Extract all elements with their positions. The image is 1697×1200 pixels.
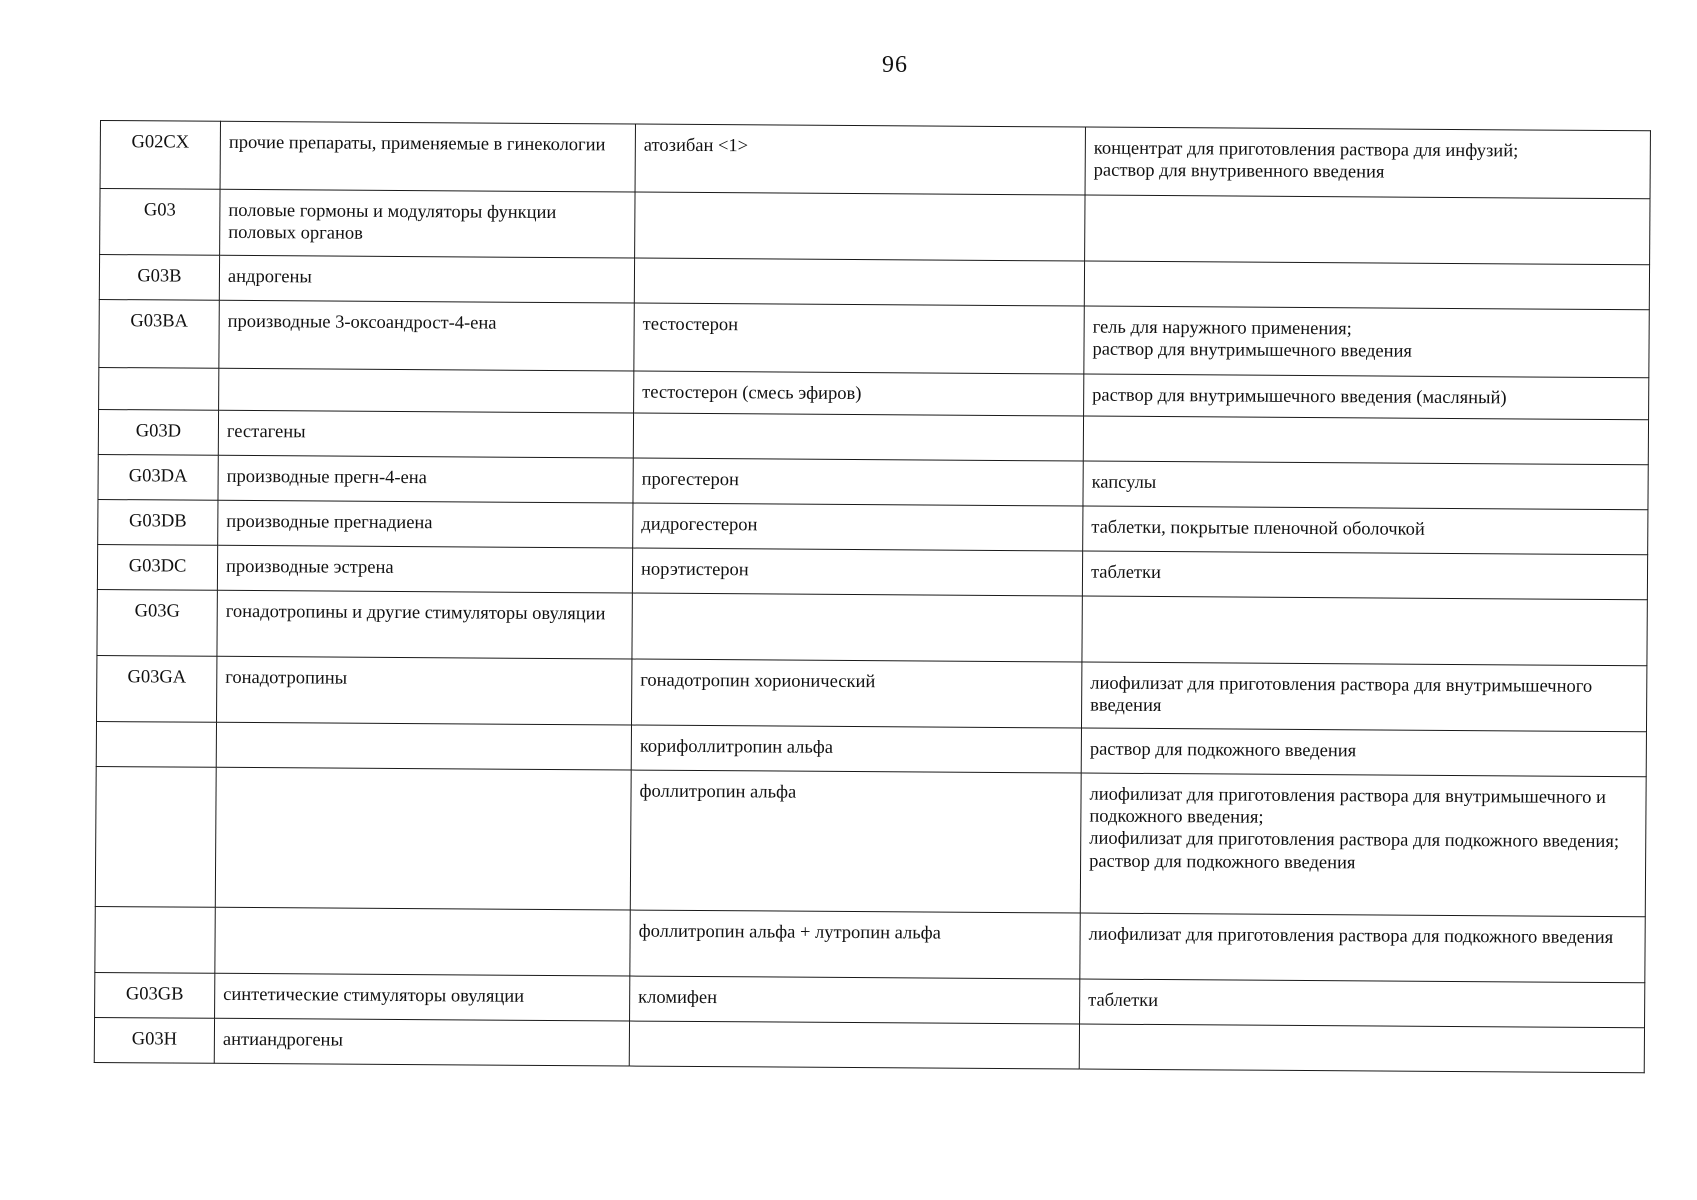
anatomical-therapeutic-group-cell [215,767,631,910]
anatomical-therapeutic-group-cell: производные 3-оксоандрост-4-ена [219,300,634,371]
drug-name-cell: кломифен [630,976,1080,1024]
atc-code-cell: G03DA [98,454,218,500]
drug-name-cell: гонадотропин хорионический [631,659,1081,728]
dosage-form-cell [1083,506,1648,555]
atc-code-cell [96,721,216,767]
atc-code-cell: G03G [97,589,217,656]
table-row [97,589,1647,665]
atc-code-cell [99,367,219,410]
dosage-form-cell [1085,195,1650,265]
dosage-form-cell [1082,551,1647,600]
dosage-form-cell [1081,728,1646,777]
dosage-form-cell [1080,773,1646,917]
dosage-form-line: концентрат для приготовления раствора для инфузий; [1093,138,1519,162]
atc-code-cell [95,906,215,973]
drug-classification-table [94,120,1651,1073]
atc-code-cell: G03D [98,409,218,455]
anatomical-therapeutic-group-cell: гестагены [218,410,633,458]
dosage-form-line: капсулы [1091,472,1157,494]
anatomical-therapeutic-group-cell: андрогены [219,255,634,303]
atc-code-cell: G03GA [97,655,217,722]
dosage-form-cell [1080,979,1645,1028]
dosage-form-line: гель для наружного применения; [1092,317,1352,340]
drug-name-cell: тестостерон (смесь эфиров) [634,371,1084,416]
anatomical-therapeutic-group-cell: гонадотропины и другие стимуляторы овуляции [217,590,632,659]
dosage-form-cell [1085,127,1650,199]
dosage-form-cell [1083,416,1648,465]
atc-code-cell: G03B [99,255,219,301]
drug-name-cell [635,192,1085,261]
anatomical-therapeutic-group-cell: половые гормоны и модуляторы функции половых органов [220,189,635,258]
dosage-form-line: лиофилизат для приготовления раствора для подкожного введения [1088,924,1614,949]
drug-name-cell: фоллитропин альфа + лутропин альфа [630,910,1080,979]
dosage-form-cell [1084,306,1649,378]
anatomical-therapeutic-group-cell: прочие препараты, применяемые в гинекологии [220,121,635,192]
table-body [94,121,1650,1073]
dosage-form-cell [1081,662,1646,732]
drug-name-cell: норэтистерон [632,548,1082,596]
atc-code-cell: G03DC [97,544,217,590]
dosage-form-line: лиофилизат для приготовления раствора для внутримышечного введения [1090,673,1593,717]
table-row [97,655,1647,731]
anatomical-therapeutic-group-cell: производные эстрена [217,545,632,593]
dosage-form-cell [1079,1024,1644,1073]
dosage-form-cell [1083,461,1648,510]
drug-name-cell: корифоллитропин альфа [631,725,1081,773]
dosage-form-line: раствор для подкожного введения [1089,851,1356,873]
atc-code-cell: G02CX [100,121,220,190]
page-number: 96 [882,52,908,78]
atc-code-cell: G03BA [99,299,219,368]
anatomical-therapeutic-group-cell [215,907,630,976]
table-row [100,121,1650,199]
anatomical-therapeutic-group-cell: синтетические стимуляторы овуляции [215,973,630,1021]
drug-name-cell [632,593,1082,662]
atc-code-cell [95,766,216,907]
drug-name-cell: дидрогестерон [633,503,1083,551]
dosage-form-line: лиофилизат для приготовления раствора для подкожного введения; [1089,828,1620,853]
atc-code-cell: G03H [94,1017,214,1063]
drug-name-cell: атозибан <1> [635,124,1085,195]
anatomical-therapeutic-group-cell: антиандрогены [214,1018,629,1066]
atc-code-cell: G03DB [98,499,218,545]
drug-name-cell [629,1021,1079,1069]
dosage-form-line: таблетки, покрытые пленочной оболочкой [1091,517,1425,540]
anatomical-therapeutic-group-cell [219,368,634,413]
table-row [94,1017,1644,1072]
dosage-form-line: раствор для внутривенного введения [1093,160,1385,183]
dosage-form-line: таблетки [1088,990,1159,1012]
drug-name-cell: прогестерон [633,458,1083,506]
dosage-form-line: раствор для подкожного введения [1089,739,1357,762]
atc-code-cell: G03 [100,189,220,256]
dosage-form-line: раствор для внутримышечного введения (масляный) [1092,385,1507,409]
dosage-form-cell [1084,374,1649,420]
drug-name-cell: тестостерон [634,303,1084,374]
anatomical-therapeutic-group-cell: производные прегн-4-ена [218,455,633,503]
table-row [95,766,1646,916]
dosage-form-line: лиофилизат для приготовления раствора для внутримышечного и подкожного введения; [1089,784,1607,828]
table-row [99,299,1649,377]
dosage-form-cell [1080,913,1645,983]
table-row [100,189,1650,265]
anatomical-therapeutic-group-cell: производные прегнадиена [218,500,633,548]
drug-name-cell [633,413,1083,461]
dosage-form-cell [1084,261,1649,310]
anatomical-therapeutic-group-cell [216,722,631,770]
dosage-form-cell [1082,596,1647,666]
dosage-form-line: раствор для внутримышечного введения [1092,339,1413,362]
dosage-form-line: таблетки [1090,562,1161,584]
drug-name-cell [634,258,1084,306]
atc-code-cell: G03GB [95,972,215,1018]
drug-name-cell: фоллитропин альфа [630,770,1081,913]
table-row [95,906,1645,982]
anatomical-therapeutic-group-cell: гонадотропины [217,656,632,725]
